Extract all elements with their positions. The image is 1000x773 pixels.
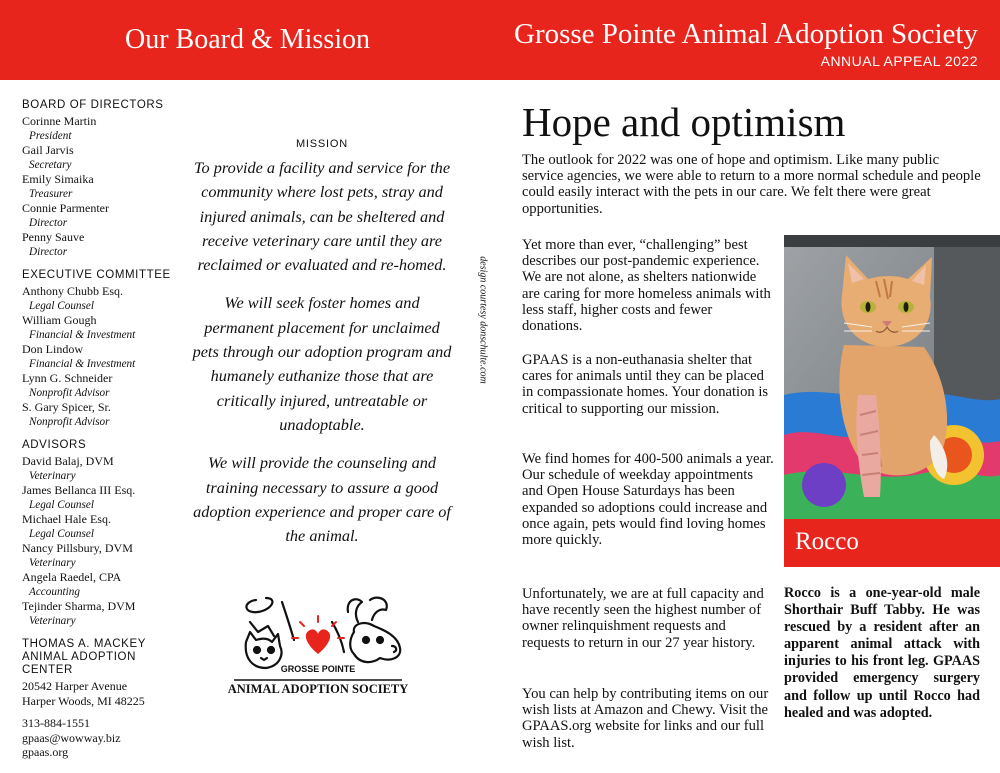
board-mission-heading: Our Board & Mission [125, 24, 370, 55]
member-role: Veterinary [29, 469, 76, 482]
member-role: Accounting [29, 585, 80, 598]
article-paragraph: We find homes for 400-500 animals a year. Our schedule of weekday appointments and Open House Saturdays has been expanded so adoptions could increase and once again, pets would find loving homes more quickly. [522, 451, 774, 549]
member-role: Nonprofit Advisor [29, 386, 110, 399]
gpaas-logo [228, 592, 408, 702]
rocco-description: Rocco is a one-year-old male Shorthair Buff Tabby. He was rescued by a resident after an apparent animal attack with injuries to his front leg. GPAAS provided emergency surgery and follow up until Rocco had healed and was adopted. [784, 585, 980, 721]
article-paragraph: Unfortunately, we are at full capacity and have recently seen the highest number of owner relinquishment requests and requests to return in our 27 year history. [522, 586, 764, 651]
member-role: Secretary [29, 158, 72, 171]
member-name: Angela Raedel, CPA [22, 570, 122, 584]
advisors-heading: ADVISORS [22, 439, 87, 451]
member-name: Emily Simaika [22, 172, 94, 186]
logo-bottom-text: ANIMAL ADOPTION SOCIETY [228, 682, 408, 696]
member-name: Lynn G. Schneider [22, 371, 113, 385]
member-role: Director [29, 216, 68, 229]
member-name: David Balaj, DVM [22, 454, 114, 468]
member-name: Nancy Pillsbury, DVM [22, 541, 133, 555]
photo-caption: Rocco [795, 528, 859, 555]
member-name: William Gough [22, 313, 97, 327]
article-intro: The outlook for 2022 was one of hope and optimism. Like many public service agencies, we were able to return to a more normal schedule and people could easily interact with the pets in our care. We felt there were great opportunities. [522, 152, 981, 217]
member-role: Treasurer [29, 187, 73, 200]
logo-artwork-icon [228, 592, 408, 702]
design-credit-text: design courtesy donschulte.com [477, 256, 489, 384]
member-role: Legal Counsel [29, 299, 94, 312]
center-heading-line: ANIMAL ADOPTION [22, 651, 137, 663]
photo-caption-bar [784, 519, 1000, 567]
header-bar [0, 0, 1000, 80]
phone-number: 313-884-1551 [22, 716, 90, 730]
member-name: Penny Sauve [22, 230, 85, 244]
member-role: President [29, 129, 72, 142]
member-name: Don Lindow [22, 342, 83, 356]
member-name: Tejinder Sharma, DVM [22, 599, 136, 613]
executive-heading: EXECUTIVE COMMITTEE [22, 269, 171, 281]
article-paragraph: GPAAS is a non-euthanasia shelter that cares for animals until they can be placed in compassionate homes. Your donation is critical to supporting our mission. [522, 352, 769, 417]
org-name-heading: Grosse Pointe Animal Adoption Society [514, 18, 978, 50]
board-list [22, 114, 192, 259]
member-role: Legal Counsel [29, 527, 94, 540]
address-line: 20542 Harper Avenue [22, 679, 128, 693]
contact-block [22, 716, 192, 760]
member-role: Financial & Investment [29, 328, 136, 341]
email-address: gpaas@wowway.biz [22, 730, 121, 745]
article-paragraph: You can help by contributing items on our wish lists at Amazon and Chewy. Visit the GPAAS.org website for links and our full wish list. [522, 686, 769, 751]
article-title: Hope and optimism [522, 99, 846, 145]
mission-paragraph: To provide a facility and service for the community where lost pets, stray and injured animals, can be sheltered and receive veterinary care until they are reclaimed or evaluated and re-homed. [193, 158, 451, 275]
member-name: James Bellanca III Esq. [22, 483, 136, 497]
center-heading-line: THOMAS A. MACKEY [22, 638, 146, 650]
member-name: S. Gary Spicer, Sr. [22, 400, 111, 414]
member-name: Connie Parmenter [22, 201, 109, 215]
center-heading-line: CENTER [22, 664, 73, 676]
member-role: Financial & Investment [29, 357, 136, 370]
member-name: Gail Jarvis [22, 143, 74, 157]
member-role: Legal Counsel [29, 498, 94, 511]
logo-top-text: GROSSE POINTE [280, 664, 356, 674]
member-name: Anthony Chubb Esq. [22, 284, 124, 298]
mission-label: MISSION [295, 138, 349, 150]
annual-appeal-subtitle: ANNUAL APPEAL 2022 [820, 53, 978, 69]
member-name: Corinne Martin [22, 114, 97, 128]
mission-paragraph: We will provide the counseling and training necessary to assure a good adoption experience and proper care of the animal. [193, 453, 451, 546]
article-paragraph: Yet more than ever, “challenging” best describes our post-pandemic experience. We are not alone, as shelters nationwide are caring for more homeless animals with less staff, higher costs and fewer donations. [522, 237, 771, 335]
mission-column [192, 138, 452, 562]
member-role: Nonprofit Advisor [29, 415, 110, 428]
member-role: Director [29, 245, 68, 258]
executive-list [22, 284, 192, 429]
website-link: gpaas.org [22, 745, 69, 759]
member-role: Veterinary [29, 614, 76, 627]
cat-photo-icon [784, 235, 1000, 519]
mission-paragraph: We will seek foster homes and permanent placement for unclaimed pets through our adoption program and humanely euthanize those that are critically injured, untreatable or unadoptable. [192, 293, 452, 434]
board-heading: BOARD OF DIRECTORS [22, 99, 164, 111]
member-name: Michael Hale Esq. [22, 512, 111, 526]
board-column [22, 99, 192, 760]
rocco-photo [784, 235, 1000, 519]
center-heading [22, 638, 192, 677]
member-role: Veterinary [29, 556, 76, 569]
address-line: Harper Woods, MI 48225 [22, 693, 145, 708]
advisors-list [22, 454, 192, 628]
